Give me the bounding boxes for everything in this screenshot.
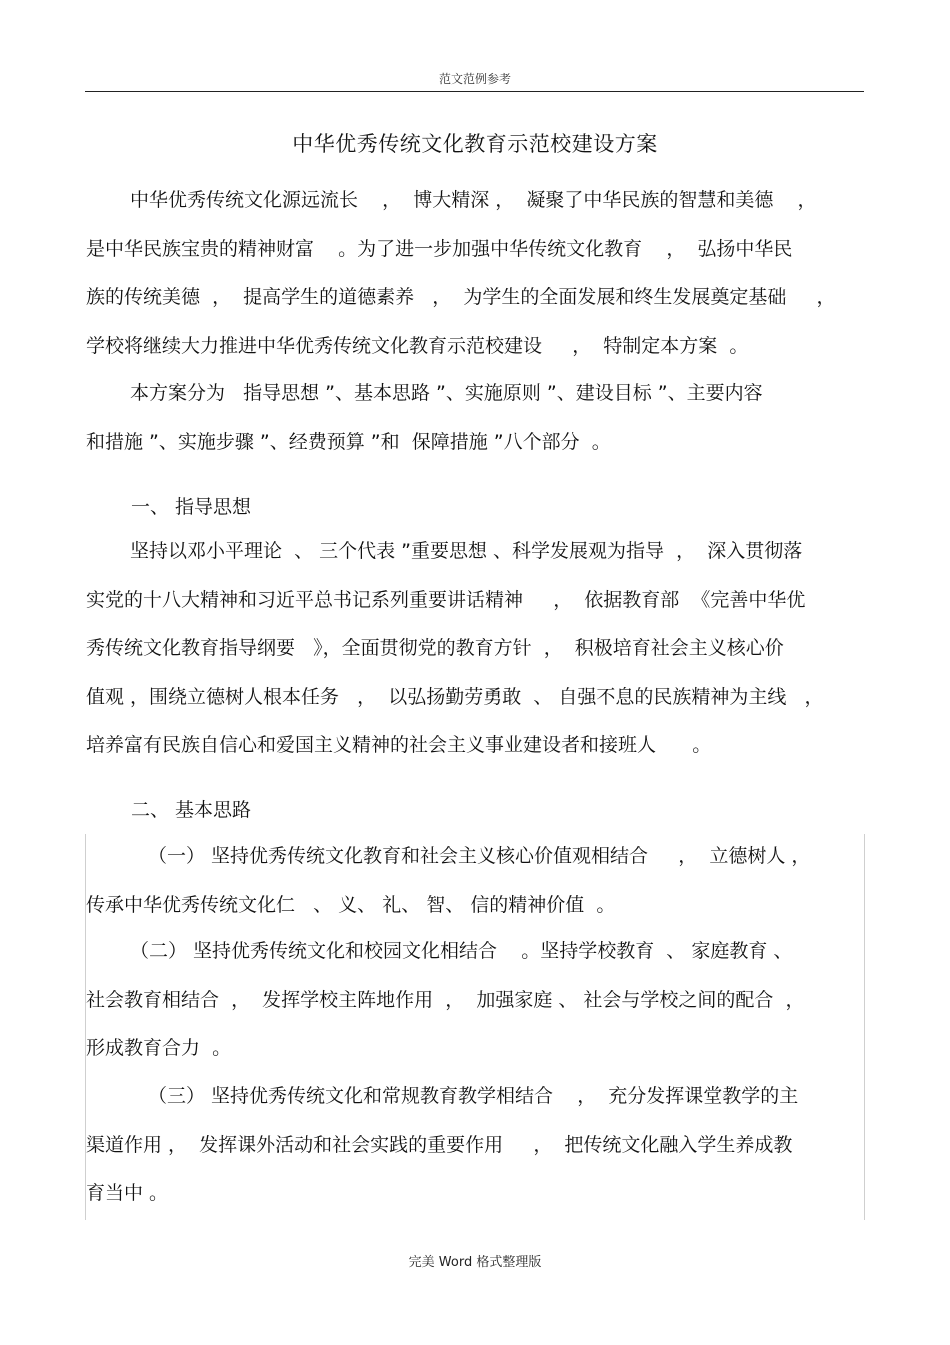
- item2-line-1: （二） 坚持优秀传统文化和校园文化相结合 。坚持学校教育 、 家庭教育 、: [130, 940, 793, 962]
- intro-line-4: 学校将继续大力推进中华优秀传统文化教育示范校建设 ， 特制定本方案 。: [86, 334, 749, 357]
- section1-line-2: 实党的十八大精神和习近平总书记系列重要讲话精神 ， 依据教育部 《完善中华优: [86, 588, 806, 611]
- overview-paragraph: [86, 369, 864, 466]
- section1-paragraph: [86, 527, 864, 770]
- section-heading-basic-approach: 二、 基本思路: [131, 799, 252, 821]
- intro-line-3: 族的传统美德 ， 提高学生的道德素养 ， 为学生的全面发展和终生发展奠定基础 ，: [86, 286, 836, 308]
- document-title: 中华优秀传统文化教育示范校建设方案: [292, 132, 658, 156]
- page-header: 范文范例参考: [438, 72, 511, 86]
- overview-line-2: 和措施 ”、实施步骤 ”、经费预算 ”和 保障措施 ”八个部分 。: [86, 430, 611, 453]
- item2-line-2: 社会教育相结合 ， 发挥学校主阵地作用 ， 加强家庭 、 社会与学校之间的配合 ，: [86, 988, 805, 1011]
- overview-line-1: 本方案分为 指导思想 ”、基本思路 ”、实施原则 ”、建设目标 ”、主要内容: [130, 382, 763, 404]
- intro-line-1: 中华优秀传统文化源远流长 ， 博大精深 ， 凝聚了中华民族的智慧和美德 ，: [130, 189, 817, 211]
- approach-item-2: [86, 927, 864, 1073]
- section1-line-4: 值观 ，围绕立德树人根本任务 ， 以弘扬勤劳勇敢 、 自强不息的民族精神为主线 ，: [86, 685, 824, 708]
- frame-right-border: [864, 834, 865, 1220]
- intro-paragraph: [86, 176, 864, 370]
- item2-line-3: 形成教育合力 。: [86, 1037, 232, 1059]
- approach-item-1: [86, 832, 864, 929]
- section1-line-3: 秀传统文化教育指导纲要 》，全面贯彻党的教育方针 ， 积极培育社会主义核心价: [86, 637, 784, 659]
- page-footer: 完美 Word 格式整理版: [408, 1255, 542, 1270]
- section1-line-1: 坚持以邓小平理论 、 三个代表 ”重要思想 、科学发展观为指导 ， 深入贯彻落: [130, 540, 803, 562]
- item3-line-1: （三） 坚持优秀传统文化和常规教育教学相结合 ， 充分发挥课堂教学的主: [148, 1085, 799, 1107]
- intro-line-2: 是中华民族宝贵的精神财富 。为了进一步加强中华传统文化教育 ， 弘扬中华民: [86, 237, 793, 260]
- section-heading-guiding-ideology: 一、 指导思想: [131, 496, 252, 518]
- item3-line-3: 育当中 。: [86, 1182, 169, 1204]
- approach-item-3: [86, 1072, 864, 1218]
- section1-line-5: 培养富有民族自信心和爱国主义精神的社会主义事业建设者和接班人 。: [86, 734, 712, 756]
- item1-line-1: （一） 坚持优秀传统文化教育和社会主义核心价值观相结合 ， 立德树人 ，: [148, 845, 811, 867]
- item3-line-2: 渠道作用 ， 发挥课外活动和社会实践的重要作用 ， 把传统文化融入学生养成教: [86, 1133, 793, 1156]
- header-rule: [85, 91, 864, 92]
- item1-line-2: 传承中华优秀传统文化仁 、 义、 礼、 智、 信的精神价值 。: [86, 893, 616, 916]
